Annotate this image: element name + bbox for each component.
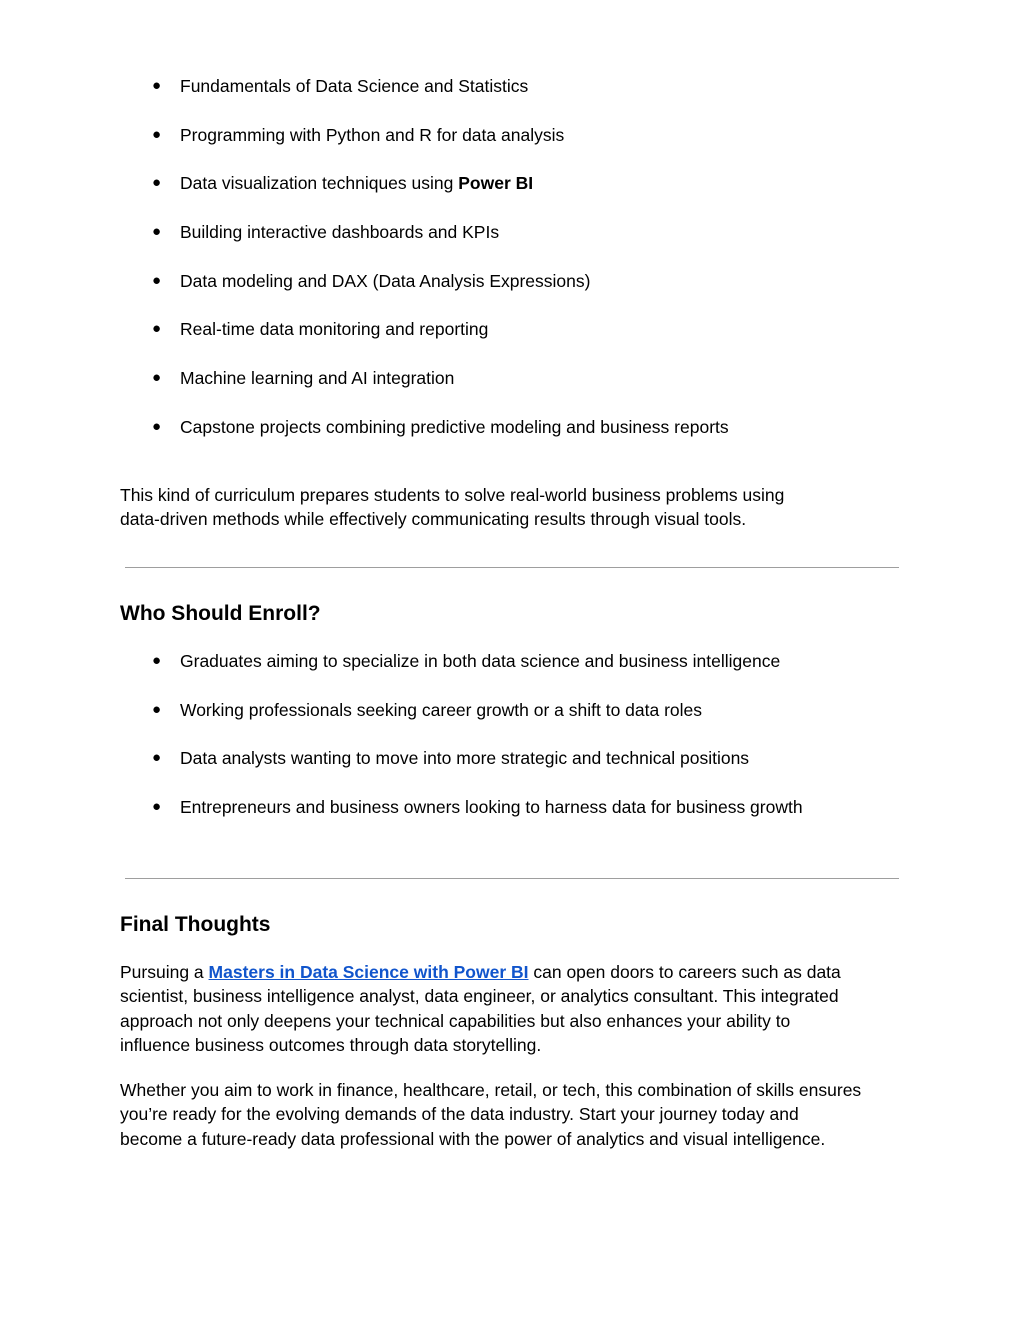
list-item xyxy=(150,271,930,320)
list-item-text: Fundamentals of Data Science and Statistics xyxy=(180,76,529,96)
paragraph-line: influence business outcomes through data storytelling. xyxy=(120,1034,542,1055)
bullet-icon: ● xyxy=(152,174,162,192)
bullet-icon: ● xyxy=(152,223,162,241)
bullet-icon: ● xyxy=(152,652,162,669)
final-thoughts-paragraph-1 xyxy=(120,960,910,1057)
paragraph-text: Pursuing a xyxy=(120,962,209,982)
bullet-icon: ● xyxy=(152,700,162,718)
enroll-list xyxy=(150,651,930,846)
list-item xyxy=(150,797,930,846)
paragraph-line: become a future-ready data professional with the power of analytics and visual intelligence. xyxy=(120,1128,826,1149)
list-item xyxy=(150,700,930,749)
list-item xyxy=(150,76,930,125)
paragraph-line: you’re ready for the evolving demands of the data industry. Start your journey today and xyxy=(120,1104,799,1125)
list-item-text: Machine learning and AI integration xyxy=(180,368,455,389)
section-divider xyxy=(125,567,899,568)
list-item xyxy=(150,417,930,466)
paragraph-line: This kind of curriculum prepares students to solve real-world business problems using xyxy=(120,485,785,505)
list-item xyxy=(150,748,930,797)
bullet-icon: ● xyxy=(152,369,162,387)
section-divider xyxy=(125,878,899,879)
list-item-text: Working professionals seeking career growth or a shift to data roles xyxy=(180,699,703,720)
list-item-text: Data modeling and DAX (Data Analysis Expressions) xyxy=(180,270,591,291)
list-item-text: Data analysts wanting to move into more strategic and technical positions xyxy=(180,748,750,769)
list-item-bold-text: Power BI xyxy=(458,173,534,194)
curriculum-summary-paragraph xyxy=(120,483,910,532)
bullet-icon: ● xyxy=(152,749,162,767)
list-item xyxy=(150,368,930,417)
paragraph-line: Whether you aim to work in finance, healthcare, retail, or tech, this combination of skills ensures xyxy=(120,1080,862,1100)
final-thoughts-paragraph-2 xyxy=(120,1078,910,1151)
curriculum-list xyxy=(150,76,930,466)
list-item xyxy=(150,319,930,368)
bullet-icon: ● xyxy=(152,271,162,289)
list-item-text: Real-time data monitoring and reporting xyxy=(180,319,489,340)
bullet-icon: ● xyxy=(152,417,162,435)
list-item-text: Graduates aiming to specialize in both data science and business intelligence xyxy=(180,651,781,671)
final-thoughts-heading: Final Thoughts xyxy=(120,913,271,936)
bullet-icon: ● xyxy=(152,320,162,338)
bullet-icon: ● xyxy=(152,125,162,143)
bullet-icon: ● xyxy=(152,77,162,94)
list-item-text: Programming with Python and R for data analysis xyxy=(180,124,565,145)
list-item-text: Data visualization techniques using xyxy=(180,173,459,194)
list-item xyxy=(150,173,930,222)
masters-course-link[interactable]: Masters in Data Science with Power BI xyxy=(208,962,529,982)
list-item-text: Capstone projects combining predictive modeling and business reports xyxy=(180,416,729,437)
paragraph-line: scientist, business intelligence analyst, data engineer, or analytics consultant. This integrated xyxy=(120,986,839,1007)
paragraph-line: approach not only deepens your technical capabilities but also enhances your ability to xyxy=(120,1010,791,1031)
list-item-text: Building interactive dashboards and KPIs xyxy=(180,222,500,243)
list-item xyxy=(150,125,930,174)
paragraph-line: data-driven methods while effectively communicating results through visual tools. xyxy=(120,509,747,530)
list-item-text: Entrepreneurs and business owners looking to harness data for business growth xyxy=(180,797,803,818)
bullet-icon: ● xyxy=(152,798,162,816)
list-item xyxy=(150,222,930,271)
list-item xyxy=(150,651,930,700)
paragraph-text: can open doors to careers such as data xyxy=(528,962,841,982)
enroll-heading: Who Should Enroll? xyxy=(120,602,321,625)
